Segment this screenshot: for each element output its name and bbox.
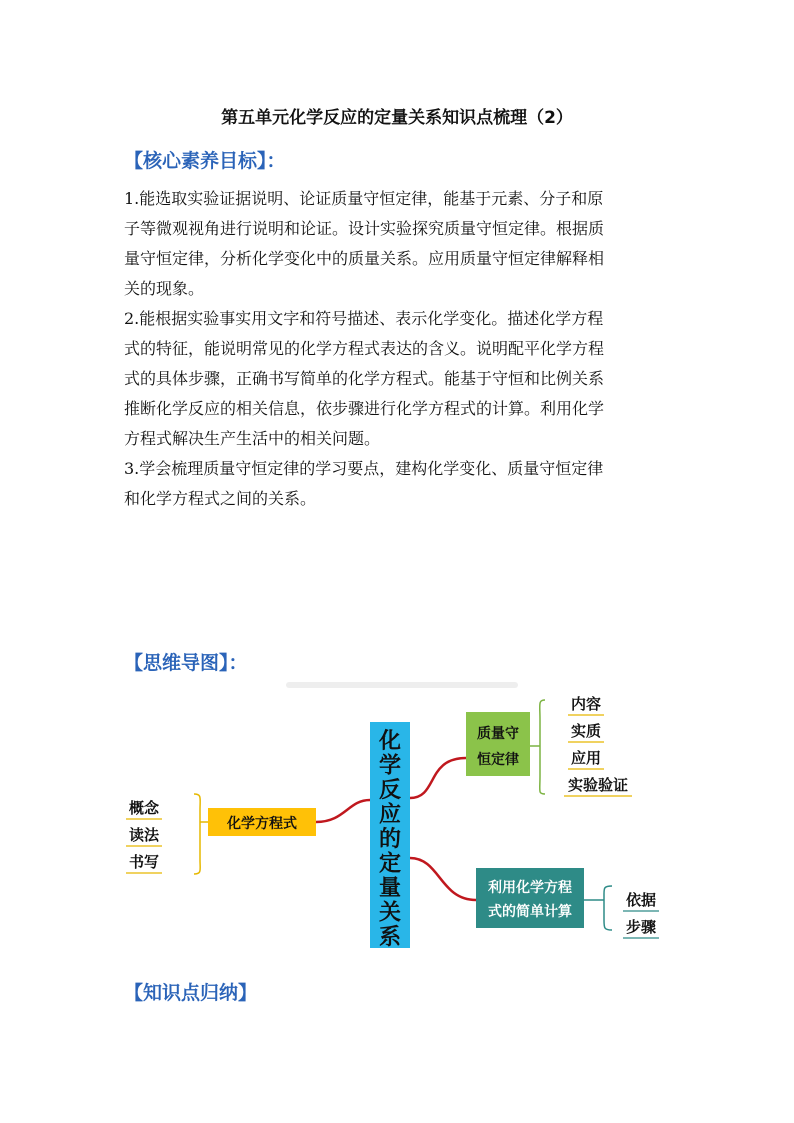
center-node-label [378, 729, 401, 950]
goals-line: 1.能选取实验证据说明、论证质量守恒定律，能基于元素、分子和原 [124, 189, 604, 208]
center-char: 系 [378, 925, 402, 950]
goals-line: 子等微观视角进行说明和论证。设计实验探究质量守恒定律。根据质 [124, 219, 605, 238]
goals-paragraph [124, 184, 676, 514]
leaf-basis: 依据 [625, 891, 657, 909]
mindmap-top-shadow [286, 682, 518, 688]
center-char: 量 [378, 876, 402, 901]
center-char: 化 [378, 729, 402, 754]
center-char: 应 [378, 802, 402, 828]
goals-line: 3.学会梳理质量守恒定律的学习要点，建构化学变化、质量守恒定律 [124, 459, 604, 478]
bottom-leaves [623, 891, 659, 938]
leaf-concept: 概念 [128, 799, 160, 817]
leaf-essence: 实质 [570, 722, 602, 740]
goals-line: 量守恒定律，分析化学变化中的质量关系。应用质量守恒定律解释相 [124, 249, 605, 268]
center-char: 关 [378, 900, 402, 926]
center-char: 学 [378, 753, 402, 779]
leaf-steps: 步骤 [625, 918, 657, 936]
left-node [208, 808, 316, 836]
goals-line: 式的特征，能说明常见的化学方程式表达的含义。说明配平化学方程 [124, 339, 605, 358]
top-node-line: 恒定律 [477, 752, 519, 768]
bottom-node [476, 868, 584, 928]
leaf-reading: 读法 [128, 826, 160, 844]
goals-line: 方程式解决生产生活中的相关问题。 [124, 429, 381, 448]
branch-to-bottom [410, 858, 476, 900]
center-node [370, 722, 410, 950]
branch-to-top [410, 758, 466, 798]
branch-to-left [316, 800, 370, 822]
mind-map [0, 680, 794, 970]
top-node-line: 质量守 [477, 726, 519, 742]
bottom-node-line: 利用化学方程 [488, 880, 572, 896]
bottom-leaf-bracket [584, 886, 612, 930]
top-leaf-bracket [530, 700, 545, 794]
leaf-application: 应用 [570, 749, 602, 767]
page-title: 第五单元化学反应的定量关系知识点梳理（2） [221, 108, 573, 128]
section-mindmap-heading: 【思维导图】： [124, 652, 248, 674]
left-leaf-bracket [194, 794, 208, 874]
center-char: 的 [378, 827, 402, 852]
top-node [466, 712, 530, 776]
section-knowledge-heading: 【知识点归纳】 [124, 982, 258, 1004]
section-goals-heading: 【核心素养目标】： [124, 150, 286, 172]
left-node-label: 化学方程式 [227, 816, 297, 832]
leaf-experiment: 实验验证 [567, 776, 629, 794]
goals-line: 式的具体步骤，正确书写简单的化学方程式。能基于守恒和比例关系 [124, 369, 605, 388]
center-char: 定 [378, 851, 402, 877]
bottom-node-line: 式的简单计算 [488, 904, 572, 920]
leaf-content: 内容 [570, 695, 602, 713]
leaf-writing: 书写 [128, 853, 160, 871]
center-char: 反 [378, 778, 402, 803]
left-leaves [126, 799, 162, 873]
top-leaves [564, 695, 632, 796]
goals-line: 2.能根据实验事实用文字和符号描述、表示化学变化。描述化学方程 [124, 309, 604, 328]
goals-line: 和化学方程式之间的关系。 [124, 489, 317, 508]
goals-line: 推断化学反应的相关信息，依步骤进行化学方程式的计算。利用化学 [124, 399, 605, 418]
goals-line: 关的现象。 [124, 279, 205, 298]
